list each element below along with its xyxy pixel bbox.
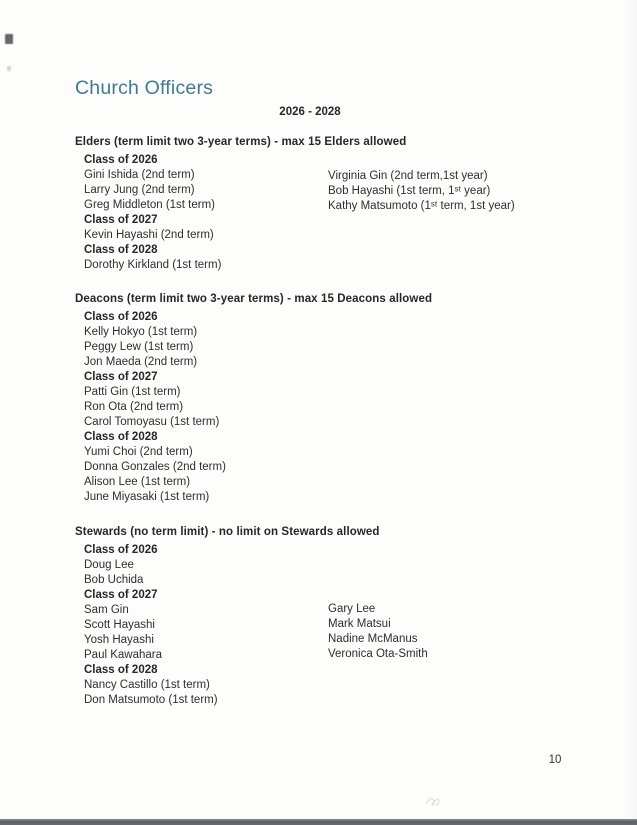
member-name: Sam Gin [84, 604, 129, 616]
section-stewards [0, 525, 637, 708]
member-name: Dorothy Kirkland (1st term) [84, 259, 222, 271]
scan-artifact-speck [7, 66, 11, 71]
member-name: Paul Kawahara [84, 649, 162, 661]
stewards-right-column [328, 602, 428, 662]
member-name: Kelly Hokyo (1st term) [84, 326, 198, 338]
class-label: Class of 2028 [84, 664, 158, 676]
class-label: Class of 2026 [84, 544, 158, 556]
member-name: Larry Jung (2nd term) [84, 184, 195, 196]
section-elders [0, 135, 637, 273]
member-name: Nancy Castillo (1st term) [84, 679, 210, 691]
class-label: Class of 2028 [84, 431, 158, 443]
member-name: Carol Tomoyasu (1st term) [84, 416, 220, 428]
member-name: Greg Middleton (1st term) [84, 199, 216, 211]
member-name: Gary Lee [328, 603, 376, 615]
page-number: 10 [548, 754, 562, 766]
class-label: Class of 2026 [84, 311, 158, 323]
member-name: Jon Maeda (2nd term) [84, 356, 198, 368]
member-name: Veronica Ota-Smith [328, 648, 428, 660]
member-name: Bob Uchida [84, 574, 144, 586]
member-name: Don Matsumoto (1st term) [84, 694, 218, 706]
member-name: Doug Lee [84, 559, 134, 571]
section-heading: Elders (term limit two 3-year terms) - max 15 Elders allowed [75, 136, 407, 148]
member-name: Donna Gonzales (2nd term) [84, 461, 226, 473]
member-name: Alison Lee (1st term) [84, 476, 191, 488]
scan-bottom-band [0, 819, 637, 825]
member-name: Mark Matsui [328, 618, 391, 630]
pencil-squiggle-mark [420, 792, 452, 812]
section-heading: Stewards (no term limit) - no limit on Stewards allowed [75, 526, 380, 538]
class-label: Class of 2027 [84, 371, 158, 383]
member-name: Ron Ota (2nd term) [84, 401, 184, 413]
class-label: Class of 2027 [84, 214, 158, 226]
class-label: Class of 2028 [84, 244, 158, 256]
class-label: Class of 2027 [84, 589, 158, 601]
page-title: Church Officers [75, 77, 214, 99]
member-name: Patti Gin (1st term) [84, 386, 181, 398]
scan-artifact-mark [5, 34, 13, 44]
member-name: Scott Hayashi [84, 619, 155, 631]
member-name: Yumi Choi (2nd term) [84, 446, 193, 458]
member-name: Nadine McManus [328, 633, 418, 645]
elders-right-column [328, 169, 515, 214]
member-name: Kathy Matsumoto (1ˢᵗ term, 1st year) [328, 200, 515, 212]
member-name: Bob Hayashi (1st term, 1ˢᵗ year) [328, 185, 491, 197]
class-label: Class of 2026 [84, 154, 158, 166]
member-name: Peggy Lew (1st term) [84, 341, 194, 353]
member-name: Gini Ishida (2nd term) [84, 169, 195, 181]
member-name: June Miyasaki (1st term) [84, 491, 210, 503]
member-name: Virginia Gin (2nd term,1st year) [328, 170, 488, 182]
member-name: Kevin Hayashi (2nd term) [84, 229, 214, 241]
member-name: Yosh Hayashi [84, 634, 154, 646]
term-range-subtitle: 2026 - 2028 [279, 106, 341, 118]
section-deacons [0, 292, 637, 505]
section-heading: Deacons (term limit two 3-year terms) - max 15 Deacons allowed [75, 293, 433, 305]
